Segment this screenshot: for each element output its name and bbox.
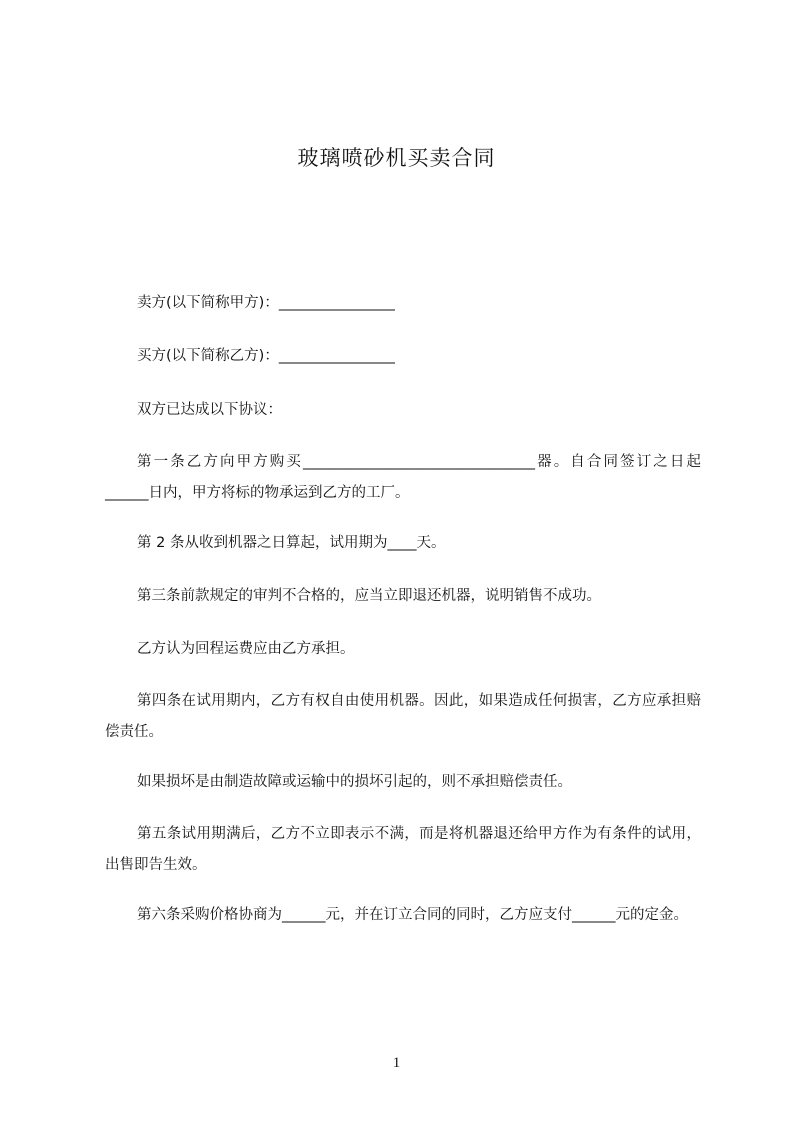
clause-seller: 卖方(以下简称甲方)：________________: [137, 295, 395, 311]
clause-article-4: 第四条在试用期内，乙方有权自由使用机器。因此，如果造成任何损害，乙方应承担赔偿责任。: [105, 693, 701, 740]
clause-article-5: 第五条试用期满后，乙方不立即表示不满，而是将机器退还给甲方作为有条件的试用，出售即告生效。: [105, 826, 701, 873]
clause-buyer: 买方(以下简称乙方)：________________: [137, 348, 395, 364]
clause-article-1: 第一条乙方向甲方购买________________________________器。自合同签订之日起______日内，甲方将标的物承运到乙方的工厂。: [105, 454, 701, 501]
page-number: 1: [392, 1055, 401, 1071]
clause-agreement: 双方已达成以下协议：: [137, 402, 282, 418]
clause-article-3: 第三条前款规定的审判不合格的，应当立即退还机器，说明销售不成功。: [137, 588, 601, 604]
clause-article-6: 第六条采购价格协商为______元，并在订立合同的同时，乙方应支付______元的定金。: [137, 907, 688, 923]
clause-return-freight: 乙方认为回程运费应由乙方承担。: [137, 641, 355, 657]
clause-damage-exemption: 如果损坏是由制造故障或运输中的损坏引起的，则不承担赔偿责任。: [137, 774, 572, 790]
document-title: 玻璃喷砂机买卖合同: [297, 146, 496, 170]
clause-article-2: 第 2 条从收到机器之日算起，试用期为____天。: [137, 535, 446, 551]
